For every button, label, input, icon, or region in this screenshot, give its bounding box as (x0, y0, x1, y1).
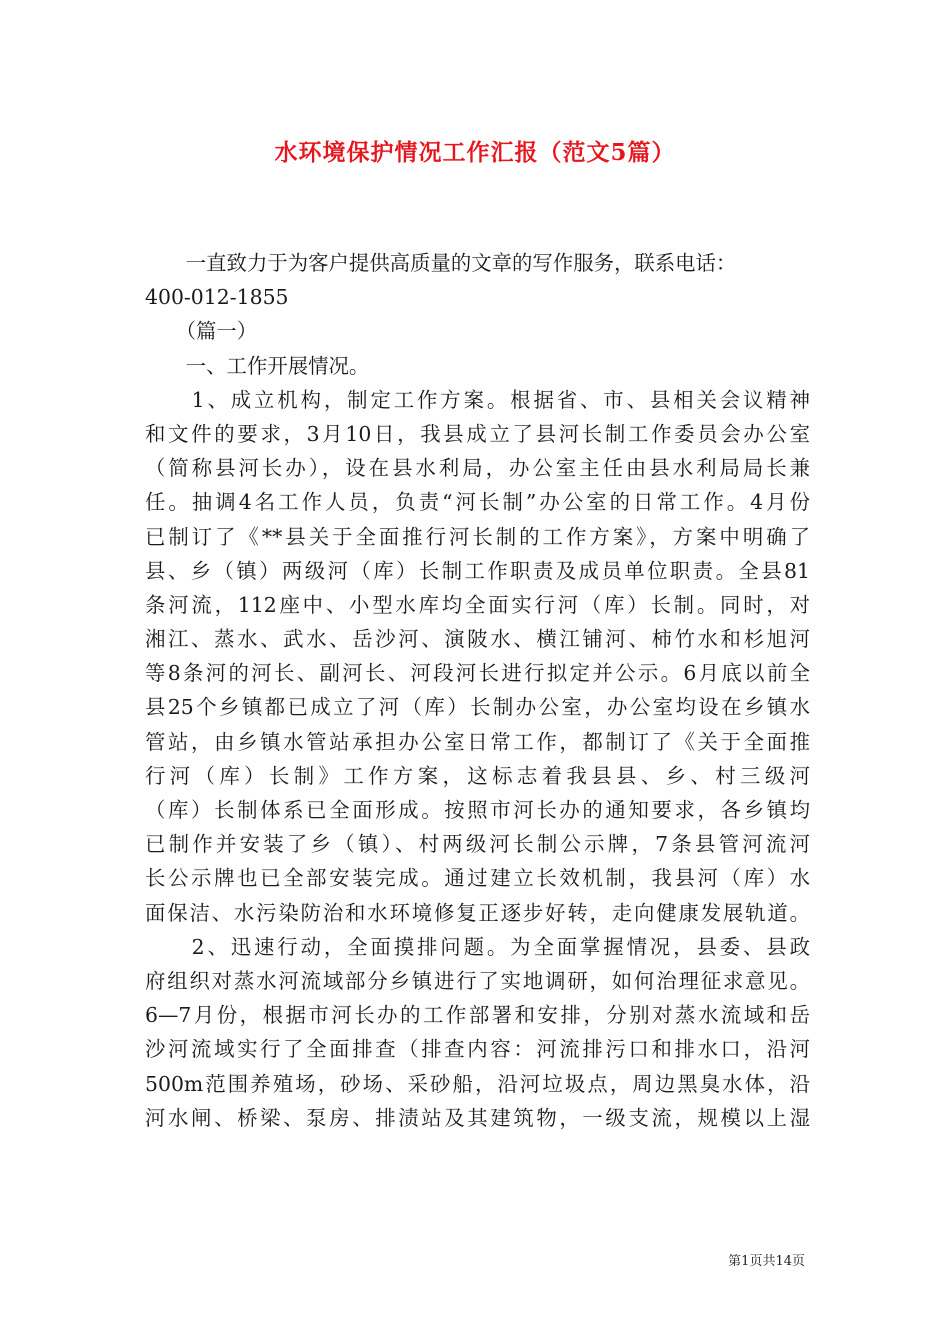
body-line: 沙河流域实行了全面排查（排查内容：河流排污口和排水口，沿河 (145, 1037, 810, 1062)
body-line: 府组织对蒸水河流域部分乡镇进行了实地调研，如何治理征求意见。 (145, 968, 810, 993)
body-line: 县25个乡镇都已成立了河（库）长制办公室，办公室均设在乡镇水 (145, 695, 810, 720)
body-line: 一、工作开展情况。 (145, 353, 370, 378)
body-line: 行河（库）长制》工作方案，这标志着我县县、乡、村三级河 (145, 763, 810, 788)
body-line: 县、乡（镇）两级河（库）长制工作职责及成员单位职责。全县81 (145, 558, 810, 583)
body-line: 湘江、蒸水、武水、岳沙河、演陂水、横江铺河、柿竹水和杉旭河 (145, 627, 810, 652)
body-line: （库）长制体系已全面形成。按照市河长办的通知要求，各乡镇均 (145, 798, 810, 822)
body-line: 一直致力于为客户提供高质量的文章的写作服务，联系电话： (145, 251, 737, 275)
page-footer: 第1页共14页 (728, 1254, 805, 1269)
body-line: 面保洁、水污染防治和水环境修复正逐步好转，走向健康发展轨道。 (145, 900, 810, 925)
document-title: 水环境保护情况工作汇报（范文5篇） (274, 139, 676, 166)
body-line: 河水闸、桥梁、泵房、排渍站及其建筑物，一级支流，规模以上湿 (145, 1105, 810, 1130)
body-line: （篇一） (145, 319, 258, 344)
body-line: （简称县河长办），设在县水利局，办公室主任由县水利局局长兼 (145, 456, 810, 481)
body-line: 等8条河的河长、副河长、河段河长进行拟定并公示。6月底以前全 (145, 661, 810, 686)
body-line: 任。抽调4名工作人员，负责“河长制”办公室的日常工作。4月份 (145, 490, 810, 515)
body-line: 2、迅速行动，全面摸排问题。为全面掌握情况，县委、县政 (145, 934, 810, 959)
body-line: 400-012-1855 (145, 285, 289, 310)
body-line: 500m范围养殖场，砂场、采砂船，沿河垃圾点，周边黑臭水体，沿 (145, 1071, 810, 1096)
body-line: 长公示牌也已全部安装完成。通过建立长效机制，我县河（库）水 (145, 866, 810, 891)
body-line: 6—7月份，根据市河长办的工作部署和安排，分别对蒸水流域和岳 (145, 1003, 810, 1028)
body-line: 管站，由乡镇水管站承担办公室日常工作，都制订了《关于全面推 (145, 729, 810, 754)
document-body (145, 246, 810, 1135)
body-line: 已制作并安装了乡（镇）、村两级河长制公示牌，7条县管河流河 (145, 832, 810, 857)
body-line: 条河流，112座中、小型水库均全面实行河（库）长制。同时，对 (145, 592, 810, 617)
body-line: 已制订了《**县关于全面推行河长制的工作方案》，方案中明确了 (145, 524, 810, 549)
body-line: 1、成立机构，制定工作方案。根据省、市、县相关会议精神 (145, 387, 810, 412)
body-line: 和文件的要求，3月10日，我县成立了县河长制工作委员会办公室 (145, 421, 810, 446)
